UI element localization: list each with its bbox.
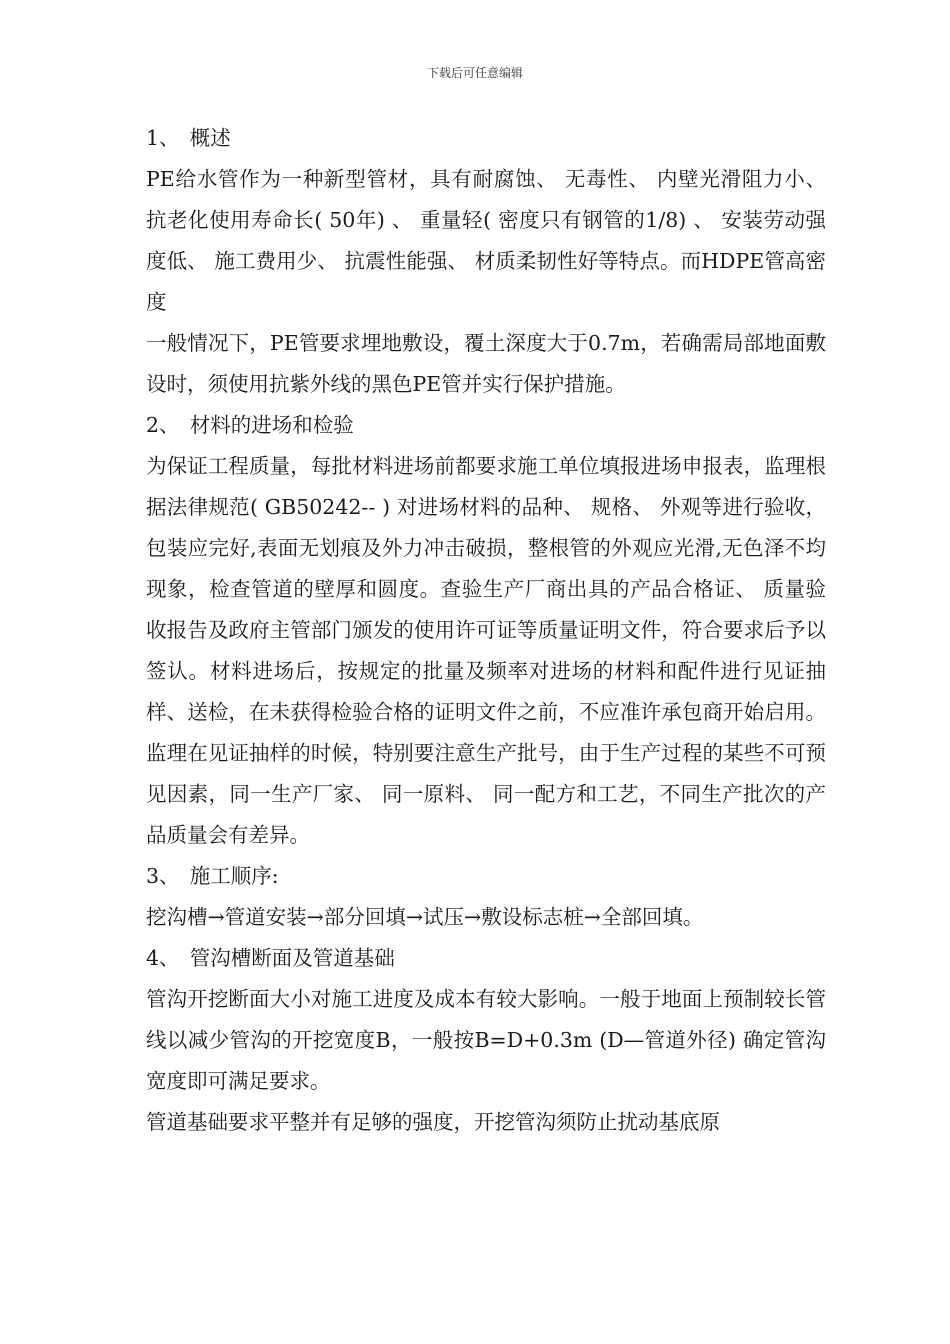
section-construction-sequence <box>146 856 826 938</box>
section-heading: 1、 概述 <box>146 126 231 150</box>
section-heading: 3、 施工顺序: <box>146 864 279 888</box>
paragraph: 挖沟槽→管道安装→部分回填→试压→敷设标志桩→全部回填。 <box>146 905 704 929</box>
document-body <box>146 118 826 1143</box>
section-heading: 2、 材料的进场和检验 <box>146 413 354 437</box>
page-header-note: 下载后可任意编辑 <box>426 66 523 80</box>
section-material-inspection <box>146 405 826 856</box>
section-overview <box>146 118 826 405</box>
paragraph: 一般情况下，PE管要求埋地敷设，覆土深度大于0.7m，若确需局部地面敷设时，须使用抗紫外线的黑色PE管并实行保护措施。 <box>146 331 826 396</box>
paragraph: 为保证工程质量，每批材料进场前都要求施工单位填报进场申报表，监理根据法律规范( GB50242-- ) 对进场材料的品种、 规格、 外观等进行验收，包装应完好,表面无划痕及外力冲击破损，整根管的外观应光滑,无色泽不均现象，检查管道的壁厚和圆度。查验生产厂商出具的产品合格证、 质量验收报告及政府主管部门颁发的使用许可证等质量证明文件，符合要求后予以签认。材料进场后，按规定的批量及频率对进场的材料和配件进行见证抽样、送检，在未获得检验合格的证明文件之前，不应准许承包商开始启用。监理在见证抽样的时候，特别要注意生产批号，由于生产过程的某些不可预见因素，同一生产厂家、 同一原料、 同一配方和工艺，不同生产批次的产品质量会有差异。 <box>146 454 826 847</box>
section-trench-foundation <box>146 938 826 1143</box>
section-heading: 4、 管沟槽断面及管道基础 <box>146 946 395 970</box>
paragraph: 管沟开挖断面大小对施工进度及成本有较大影响。一般于地面上预制较长管线以减少管沟的开挖宽度B，一般按B=D+0.3m (D—管道外径) 确定管沟宽度即可满足要求。 <box>146 987 826 1093</box>
paragraph: 管道基础要求平整并有足够的强度，开挖管沟须防止扰动基底原 <box>146 1110 720 1134</box>
paragraph: PE给水管作为一种新型管材，具有耐腐蚀、 无毒性、 内壁光滑阻力小、 抗老化使用寿命长( 50年) 、 重量轻( 密度只有钢管的1/8) 、 安装劳动强度低、 施工费用少、 抗震性能强、 材质柔韧性好等特点。而HDPE管高密度 <box>146 167 826 314</box>
